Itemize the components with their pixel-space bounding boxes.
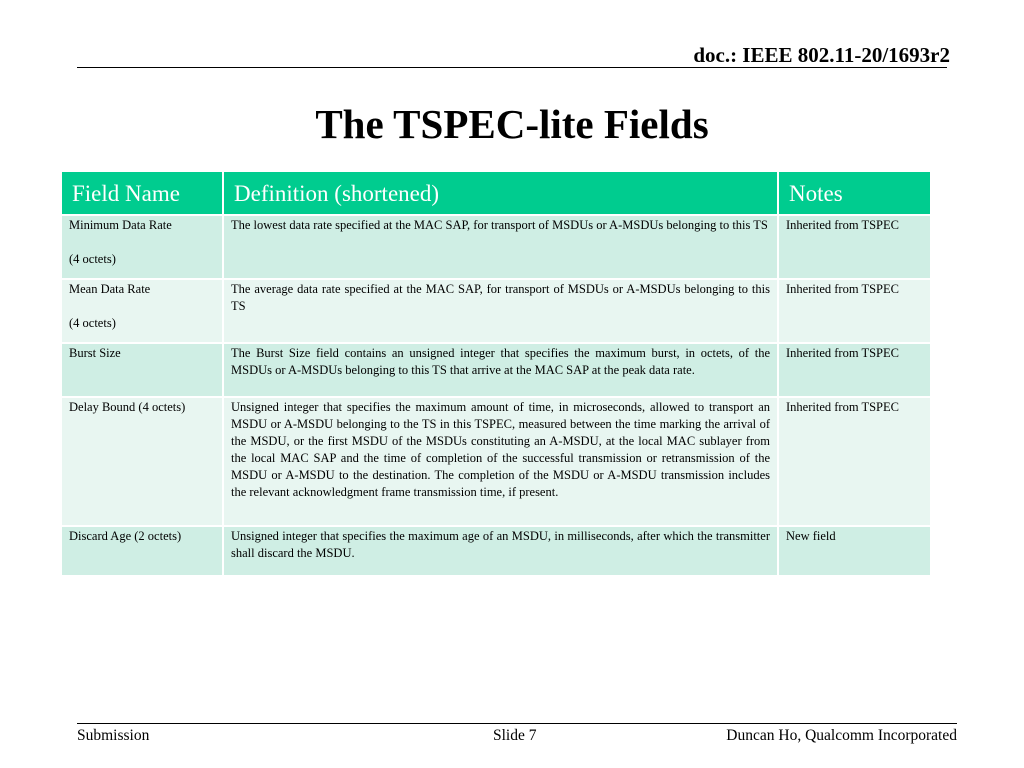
table-row (61, 279, 931, 343)
footer-author: Duncan Ho, Qualcomm Incorporated (726, 727, 957, 744)
field-name: Burst Size (61, 343, 223, 397)
footer-submission: Submission (77, 727, 150, 744)
field-name-cell (61, 215, 223, 279)
table-row (61, 343, 931, 397)
field-name-cell (61, 279, 223, 343)
field-definition: The Burst Size field contains an unsigned integer that specifies the maximum burst, in octets, of the MSDUs or A-MSDUs belonging to this TS that arrive at the MAC SAP at the peak data rate. (223, 343, 778, 397)
field-notes: Inherited from TSPEC (778, 343, 931, 397)
field-name: Delay Bound (4 octets) (61, 397, 223, 526)
column-header-field-name: Field Name (61, 171, 223, 215)
field-notes: Inherited from TSPEC (778, 397, 931, 526)
field-name: Minimum Data Rate (69, 218, 172, 232)
tspec-lite-fields-table (60, 170, 932, 577)
field-notes: Inherited from TSPEC (778, 215, 931, 279)
table-row (61, 215, 931, 279)
field-definition: Unsigned integer that specifies the maximum age of an MSDU, in milliseconds, after which the transmitter shall discard the MSDU. (223, 526, 778, 576)
field-notes: Inherited from TSPEC (778, 279, 931, 343)
column-header-definition: Definition (shortened) (223, 171, 778, 215)
field-notes: New field (778, 526, 931, 576)
table-row (61, 397, 931, 526)
document-id: doc.: IEEE 802.11-20/1693r2 (693, 43, 950, 67)
footer-slide-number: Slide 7 (493, 727, 537, 744)
field-size: (4 octets) (69, 316, 116, 330)
field-name: Discard Age (2 octets) (61, 526, 223, 576)
field-definition: The average data rate specified at the MAC SAP, for transport of MSDUs or A-MSDUs belonging to this TS (223, 279, 778, 343)
table-header-row (61, 171, 931, 215)
column-header-notes: Notes (778, 171, 931, 215)
slide-title: The TSPEC-lite Fields (315, 101, 709, 147)
footer-divider (77, 723, 957, 724)
table-row (61, 526, 931, 576)
field-size: (4 octets) (69, 252, 116, 266)
header-divider (77, 67, 947, 68)
field-name: Mean Data Rate (69, 282, 151, 296)
field-definition: The lowest data rate specified at the MAC SAP, for transport of MSDUs or A-MSDUs belonging to this TS (223, 215, 778, 279)
field-definition: Unsigned integer that specifies the maximum amount of time, in microseconds, allowed to transport an MSDU or A-MSDU belonging to the TS in this TSPEC, measured between the time marking the arrival of the MSDU, or the first MSDU of the MSDUs constituting an A-MSDU, at the local MAC sublayer from the local MAC SAP and the time of completion of the successful transmission or retransmission of the MSDU or A-MSDU to the destination. The completion of the MSDU or A-MSDU transmission includes the relevant acknowledgment frame transmission time, if present. (223, 397, 778, 526)
